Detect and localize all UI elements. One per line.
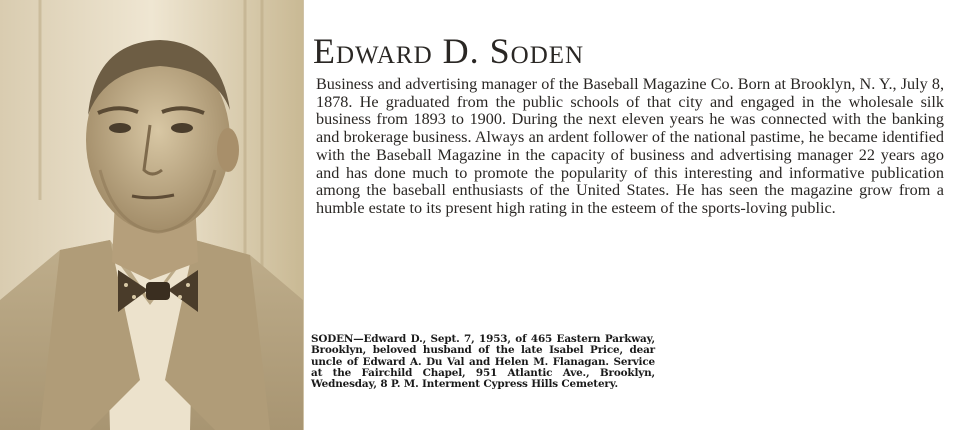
obituary-lead: SODEN—Edward D., (311, 333, 427, 345)
portrait-photo (0, 0, 304, 430)
obituary-clipping (311, 334, 655, 390)
person-name: Edward D. Soden (313, 31, 585, 71)
biography-text: Business and advertising manager of the Baseball Magazine Co. Born at Brooklyn, N. Y., July 8, 1878. He graduated from the public schools of that city and engaged in the wholesale silk business from 1893 to 1900. During the next eleven years he was connected with the banking and brokerage business. Always an ardent follower of the national pastime, he became identified with the Baseball Magazine in the capacity of business and advertising manager 22 years ago and has done much to promote the popularity of this interesting and informative publication among the baseball enthusiasts of the United States. He has seen the magazine grow from a humble estate to its present high rating in the esteem of the sports-loving public. (316, 75, 944, 217)
obituary-text: Sept. 7, 1953, of 465 Eastern Parkway, Brooklyn, beloved husband of the late Isabel Price, dear uncle of Edward A. Du Val and Helen M. Flanagan. Service at the Fairchild Chapel, 951 Atlantic Ave., Brooklyn, Wednesday, 8 P. M. Interment Cypress Hills Cemetery. (311, 333, 655, 391)
